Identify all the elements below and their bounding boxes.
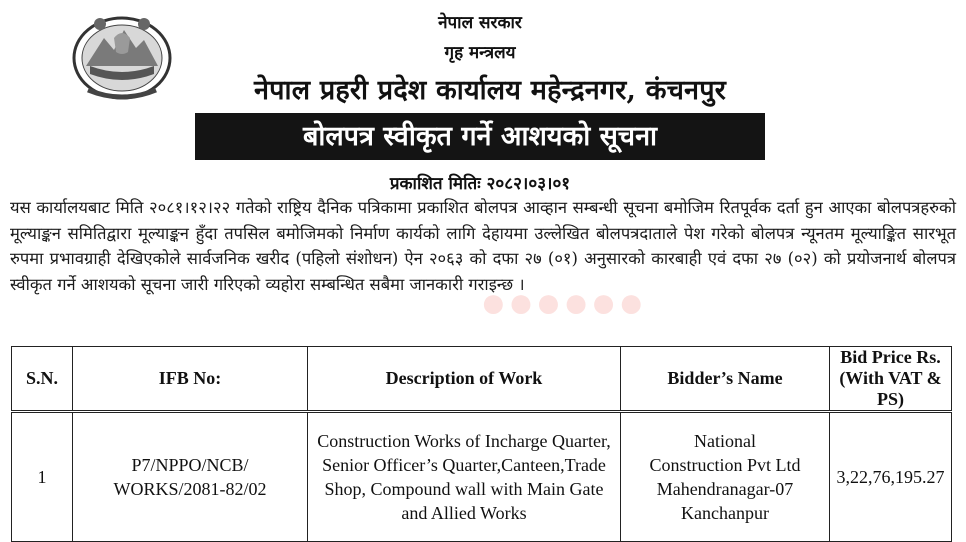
cell-ifb-line1: P7/NPPO/NCB/ (131, 455, 249, 475)
bid-table (11, 346, 952, 542)
cell-bidder (621, 412, 830, 542)
table-row (12, 412, 952, 542)
ministry-name: गृह मन्त्रलय (444, 43, 516, 63)
header-description: Description of Work (308, 347, 621, 412)
watermark: ●●●●●● (480, 278, 646, 327)
cell-bidder-line1: National (694, 431, 756, 451)
cell-ifb-line2: WORKS/2081-82/02 (113, 479, 267, 499)
header-price-line2: (With VAT & PS) (839, 368, 942, 409)
office-name: नेपाल प्रहरी प्रदेश कार्यालय महेन्द्रनगर, कंचनपुर (254, 75, 726, 106)
header-price-line1: Bid Price Rs. (840, 347, 941, 367)
header-ifb: IFB No: (73, 347, 308, 412)
nepal-emblem-icon (70, 8, 174, 104)
header-bidder: Bidder’s Name (621, 347, 830, 412)
cell-price: 3,22,76,195.27 (830, 412, 952, 542)
cell-sn: 1 (12, 412, 73, 542)
cell-bidder-line4: Kanchanpur (681, 503, 769, 523)
notice-body-text: यस कार्यालयबाट मिति २०८१।१२।२२ गतेको राष्ट्रिय दैनिक पत्रिकामा प्रकाशित बोलपत्र आव्हान सम्बन्धी सूचना बमोजिम रितपूर्वक दर्ता हुन आएका बोलपत्रहरुको मूल्याङ्कन समितिद्वारा मूल्याङ्कन हुँदा तपसिल बमोजिमको निर्माण कार्यको लागि देहायमा उल्लेखित बोलपत्रदाताले पेश गरेको बोलपत्र न्यूनतम मूल्याङ्कित सारभूत रुपमा प्रभावग्राही देखिएकोले सार्वजनिक खरीद (पहिलो संशोधन) ऐन २०६३ को दफा २७ (०१) अनुसारको कारबाही एवं दफा २७ (०२) को प्रयोजनार्थ बोलपत्र स्वीकृत गर्ने आशयको सूचना जारी गरिएको व्यहोरा सम्बन्धित सबैमा जानकारी गराइन्छ । (10, 198, 956, 294)
notice-title: बोलपत्र स्वीकृत गर्ने आशयको सूचना (195, 113, 765, 160)
header-sn: S.N. (12, 347, 73, 412)
cell-bidder-line2: Construction Pvt Ltd (649, 455, 801, 475)
published-date: प्रकाशित मितिः २०८२।०३।०१ (389, 174, 571, 194)
cell-description: Construction Works of Incharge Quarter, Senior Officer’s Quarter,Canteen,Trade Shop, Compound wall with Main Gate and Allied Works (308, 412, 621, 542)
government-name: नेपाल सरकार (438, 13, 522, 33)
header-price (830, 347, 952, 412)
cell-bidder-line3: Mahendranagar-07 (656, 479, 794, 499)
cell-ifb (73, 412, 308, 542)
table-header-row (12, 347, 952, 412)
